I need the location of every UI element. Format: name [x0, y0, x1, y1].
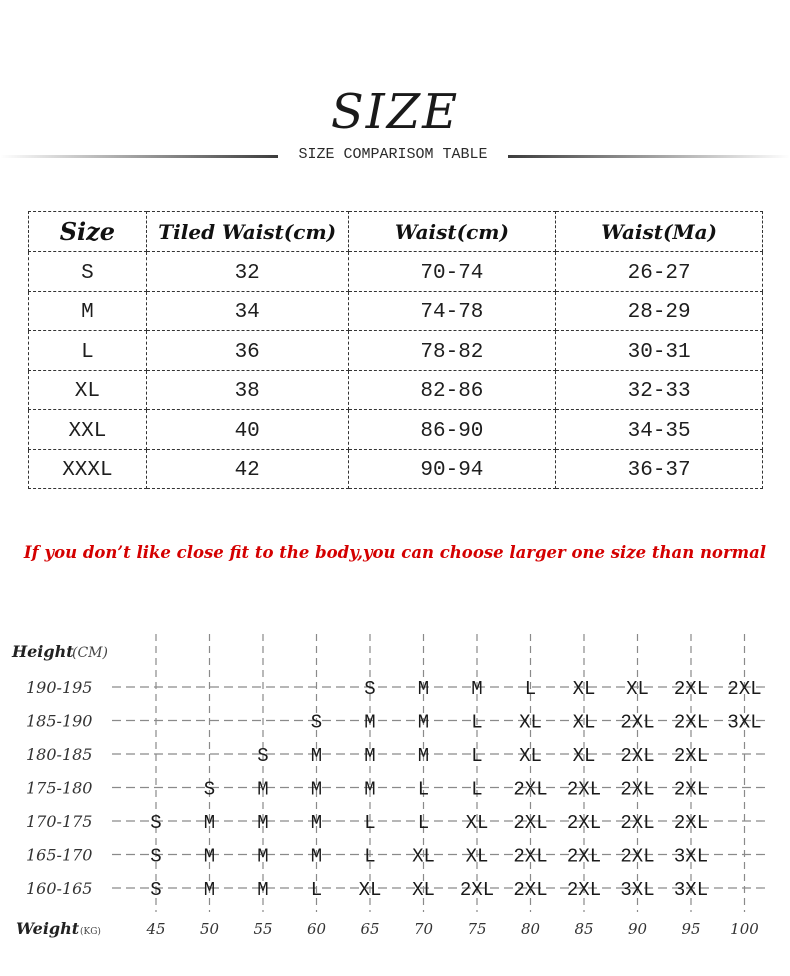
weight-axis-unit: (KG)	[80, 927, 101, 937]
size-cell-value: L	[364, 845, 376, 868]
weight-tick-label: 45	[146, 920, 166, 938]
size-cell-value: 2XL	[513, 845, 548, 868]
height-range-label: 190-195	[26, 678, 93, 697]
size-cell-value: 2XL	[566, 845, 602, 868]
size-cell-value: 2XL	[566, 778, 602, 801]
table-row	[29, 291, 763, 331]
table-cell: 34	[146, 291, 348, 331]
size-cell-value: M	[310, 745, 323, 767]
weight-tick-label: 50	[199, 920, 220, 938]
size-cell-value: L	[417, 812, 430, 834]
table-row	[29, 449, 763, 489]
size-cell-value: M	[417, 745, 430, 767]
size-cell-value: XL	[572, 711, 596, 734]
table-cell: 30-31	[556, 331, 763, 371]
column-header: Tiled Waist(cm)	[146, 212, 348, 252]
size-cell-value: L	[471, 711, 483, 734]
column-header: Waist(cm)	[348, 212, 556, 252]
table-cell: M	[29, 291, 147, 331]
height-weight-size-chart	[0, 620, 790, 976]
size-cell-value: 2XL	[727, 678, 762, 700]
table-cell: XL	[29, 370, 147, 410]
table-cell: L	[29, 331, 147, 371]
size-cell-value: M	[310, 778, 323, 801]
table-cell: 38	[146, 370, 348, 410]
table-cell: 40	[146, 410, 348, 450]
size-cell-value: XL	[519, 711, 542, 734]
size-cell-value: S	[364, 678, 376, 700]
size-cell-value: XL	[358, 879, 382, 901]
height-axis-title: Height	[12, 642, 74, 661]
table-cell: 74-78	[348, 291, 556, 331]
size-cell-value: M	[203, 879, 216, 901]
height-range-label: 175-180	[26, 778, 93, 798]
size-cell-value: XL	[465, 812, 489, 834]
size-cell-value: XL	[626, 678, 649, 700]
size-cell-value: 2XL	[620, 812, 655, 834]
size-cell-value: M	[364, 745, 376, 767]
size-cell-value: M	[417, 678, 430, 700]
size-cell-value: 2XL	[513, 812, 548, 834]
size-cell-value: 2XL	[566, 879, 602, 901]
height-range-label: 185-190	[26, 711, 93, 731]
table-cell: 26-27	[556, 252, 763, 292]
size-cell-value: S	[310, 711, 323, 734]
size-cell-value: 2XL	[620, 845, 655, 868]
size-cell-value: M	[257, 845, 269, 868]
size-cell-value: 3XL	[727, 711, 762, 734]
table-cell: 86-90	[348, 410, 556, 450]
size-cell-value: 3XL	[673, 879, 709, 901]
page-title: SIZE	[330, 84, 460, 140]
weight-tick-label: 60	[306, 920, 327, 938]
weight-tick-label: 95	[681, 920, 701, 938]
table-cell: 36-37	[556, 449, 763, 489]
table-cell: S	[29, 252, 147, 292]
size-cell-value: S	[257, 745, 269, 767]
size-cell-value: M	[203, 845, 216, 868]
weight-tick-label: 55	[253, 920, 273, 938]
size-cell-value: S	[150, 879, 162, 901]
size-cell-value: 2XL	[513, 879, 548, 901]
size-cell-value: M	[417, 711, 430, 734]
size-cell-value: 2XL	[673, 745, 709, 767]
size-cell-value: M	[310, 812, 323, 834]
size-cell-value: L	[310, 879, 323, 901]
size-cell-value: 3XL	[673, 845, 709, 868]
size-cell-value: 2XL	[673, 678, 709, 700]
table-cell: 90-94	[348, 449, 556, 489]
table-row	[29, 252, 763, 292]
table-row	[29, 331, 763, 371]
size-cell-value: 2XL	[620, 745, 655, 767]
weight-tick-label: 80	[520, 920, 541, 938]
height-range-label: 170-175	[26, 812, 93, 831]
table-cell: 36	[146, 331, 348, 371]
table-cell: 82-86	[348, 370, 556, 410]
table-cell: 34-35	[556, 410, 763, 450]
height-range-label: 180-185	[26, 745, 93, 764]
table-cell: 78-82	[348, 331, 556, 371]
size-cell-value: M	[257, 879, 269, 901]
size-cell-value: 3XL	[620, 879, 655, 901]
weight-tick-label: 75	[467, 920, 487, 938]
size-cell-value: M	[471, 678, 483, 700]
size-cell-value: XL	[572, 745, 596, 767]
size-cell-value: 2XL	[620, 711, 655, 734]
size-cell-value: M	[310, 845, 323, 868]
size-cell-value: L	[364, 812, 376, 834]
size-grid-svg	[0, 620, 790, 976]
page-subtitle: SIZE COMPARISOM TABLE	[298, 146, 488, 163]
title-rule-right	[508, 155, 790, 158]
title-rule-left	[0, 155, 278, 158]
table-row	[29, 410, 763, 450]
height-axis-unit: (CM)	[72, 645, 108, 661]
table-cell: 42	[146, 449, 348, 489]
table-cell: XXXL	[29, 449, 147, 489]
size-cell-value: XL	[572, 678, 596, 700]
weight-axis-title: Weight	[16, 919, 80, 938]
column-header: Waist(Ma)	[556, 212, 763, 252]
size-cell-value: XL	[465, 845, 489, 868]
weight-tick-label: 65	[360, 920, 380, 938]
table-cell: 32-33	[556, 370, 763, 410]
table-cell: XXL	[29, 410, 147, 450]
size-cell-value: L	[524, 678, 537, 700]
column-header: Size	[29, 212, 147, 252]
size-cell-value: 2XL	[620, 778, 655, 801]
weight-tick-label: 100	[730, 920, 759, 938]
size-cell-value: 2XL	[673, 812, 709, 834]
size-cell-value: XL	[412, 845, 435, 868]
size-cell-value: XL	[519, 745, 542, 767]
size-cell-value: S	[150, 845, 162, 868]
size-cell-value: 2XL	[673, 711, 709, 734]
height-range-label: 165-170	[26, 845, 93, 865]
size-cell-value: M	[364, 778, 376, 801]
size-cell-value: L	[417, 778, 430, 801]
fit-advice-note: If you don’t like close fit to the body,you can choose larger one size than normal	[23, 543, 767, 562]
size-cell-value: 2XL	[459, 879, 495, 901]
table-row	[29, 370, 763, 410]
size-cell-value: 2XL	[513, 778, 548, 801]
size-cell-value: XL	[412, 879, 435, 901]
size-cell-value: M	[203, 812, 216, 834]
size-comparison-table	[28, 211, 763, 489]
weight-tick-label: 85	[574, 920, 594, 938]
size-cell-value: 2XL	[566, 812, 602, 834]
table-cell: 28-29	[556, 291, 763, 331]
size-cell-value: S	[203, 778, 216, 801]
size-cell-value: L	[471, 745, 483, 767]
size-cell-value: 2XL	[673, 778, 709, 801]
height-range-label: 160-165	[26, 879, 93, 898]
size-cell-value: M	[257, 778, 269, 801]
size-cell-value: M	[364, 711, 376, 734]
size-cell-value: M	[257, 812, 269, 834]
size-cell-value: S	[150, 812, 162, 834]
weight-tick-label: 90	[627, 920, 648, 938]
table-cell: 70-74	[348, 252, 556, 292]
table-header-row	[29, 212, 763, 252]
size-cell-value: L	[471, 778, 483, 801]
table-cell: 32	[146, 252, 348, 292]
weight-tick-label: 70	[413, 920, 434, 938]
